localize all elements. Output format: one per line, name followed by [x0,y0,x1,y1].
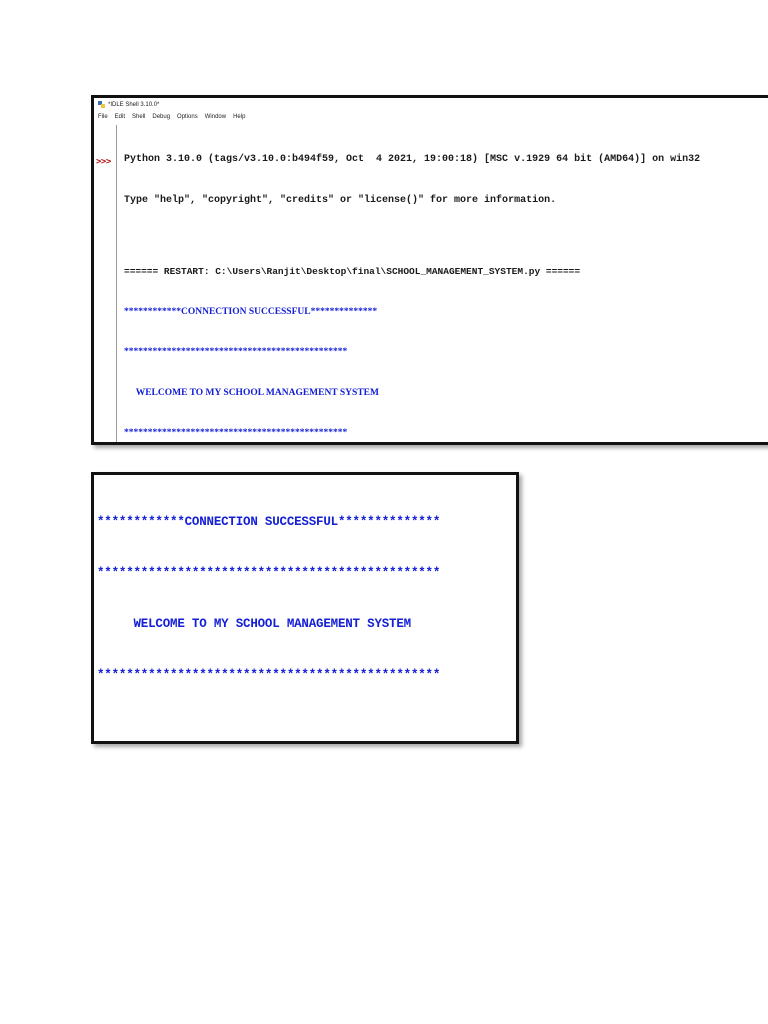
help-info-line: Type "help", "copyright", "credits" or "license()" for more information. [124,194,557,206]
idle-shell-window [91,95,768,445]
window-title-bar [94,98,768,111]
zoom-welcome-line: WELCOME TO MY SCHOOL MANAGEMENT SYSTEM [97,617,411,631]
zoom-stars-line-top: *********************************************** [97,566,441,580]
shell-output[interactable] [117,125,768,442]
menu-bar [94,111,768,122]
prompt-gutter [94,125,117,442]
menu-help[interactable]: Help [233,113,246,120]
shell-prompt: >>> [96,157,111,167]
stars-line-bottom: *********************************************** [124,428,348,438]
zoomed-menu-screenshot [91,472,519,744]
zoom-stars-line-bottom: *********************************************** [97,668,441,682]
menu-options[interactable]: Options [177,113,198,120]
menu-shell[interactable]: Shell [132,113,146,120]
connection-line: ************CONNECTION SUCCESSFUL************** [124,306,378,317]
restart-line: ====== RESTART: C:\Users\Ranjit\Desktop\final\SCHOOL_MANAGEMENT_SYSTEM.py ====== [124,266,581,277]
window-title: *IDLE Shell 3.10.0* [108,101,160,108]
stars-line-top: *********************************************** [124,347,348,357]
zoom-connection-line: ************CONNECTION SUCCESSFUL************** [97,515,441,529]
python-app-icon [98,101,105,108]
menu-file[interactable]: File [98,113,108,120]
shell-area[interactable] [94,125,768,442]
menu-window[interactable]: Window [204,113,227,120]
python-version-line: Python 3.10.0 (tags/v3.10.0:b494f59, Oct 4 2021, 19:00:18) [MSC v.1929 64 bit (AMD64)] on win32 [124,154,701,165]
menu-debug[interactable]: Debug [152,113,171,120]
welcome-line: WELCOME TO MY SCHOOL MANAGEMENT SYSTEM [124,387,379,398]
menu-edit[interactable]: Edit [114,113,126,120]
